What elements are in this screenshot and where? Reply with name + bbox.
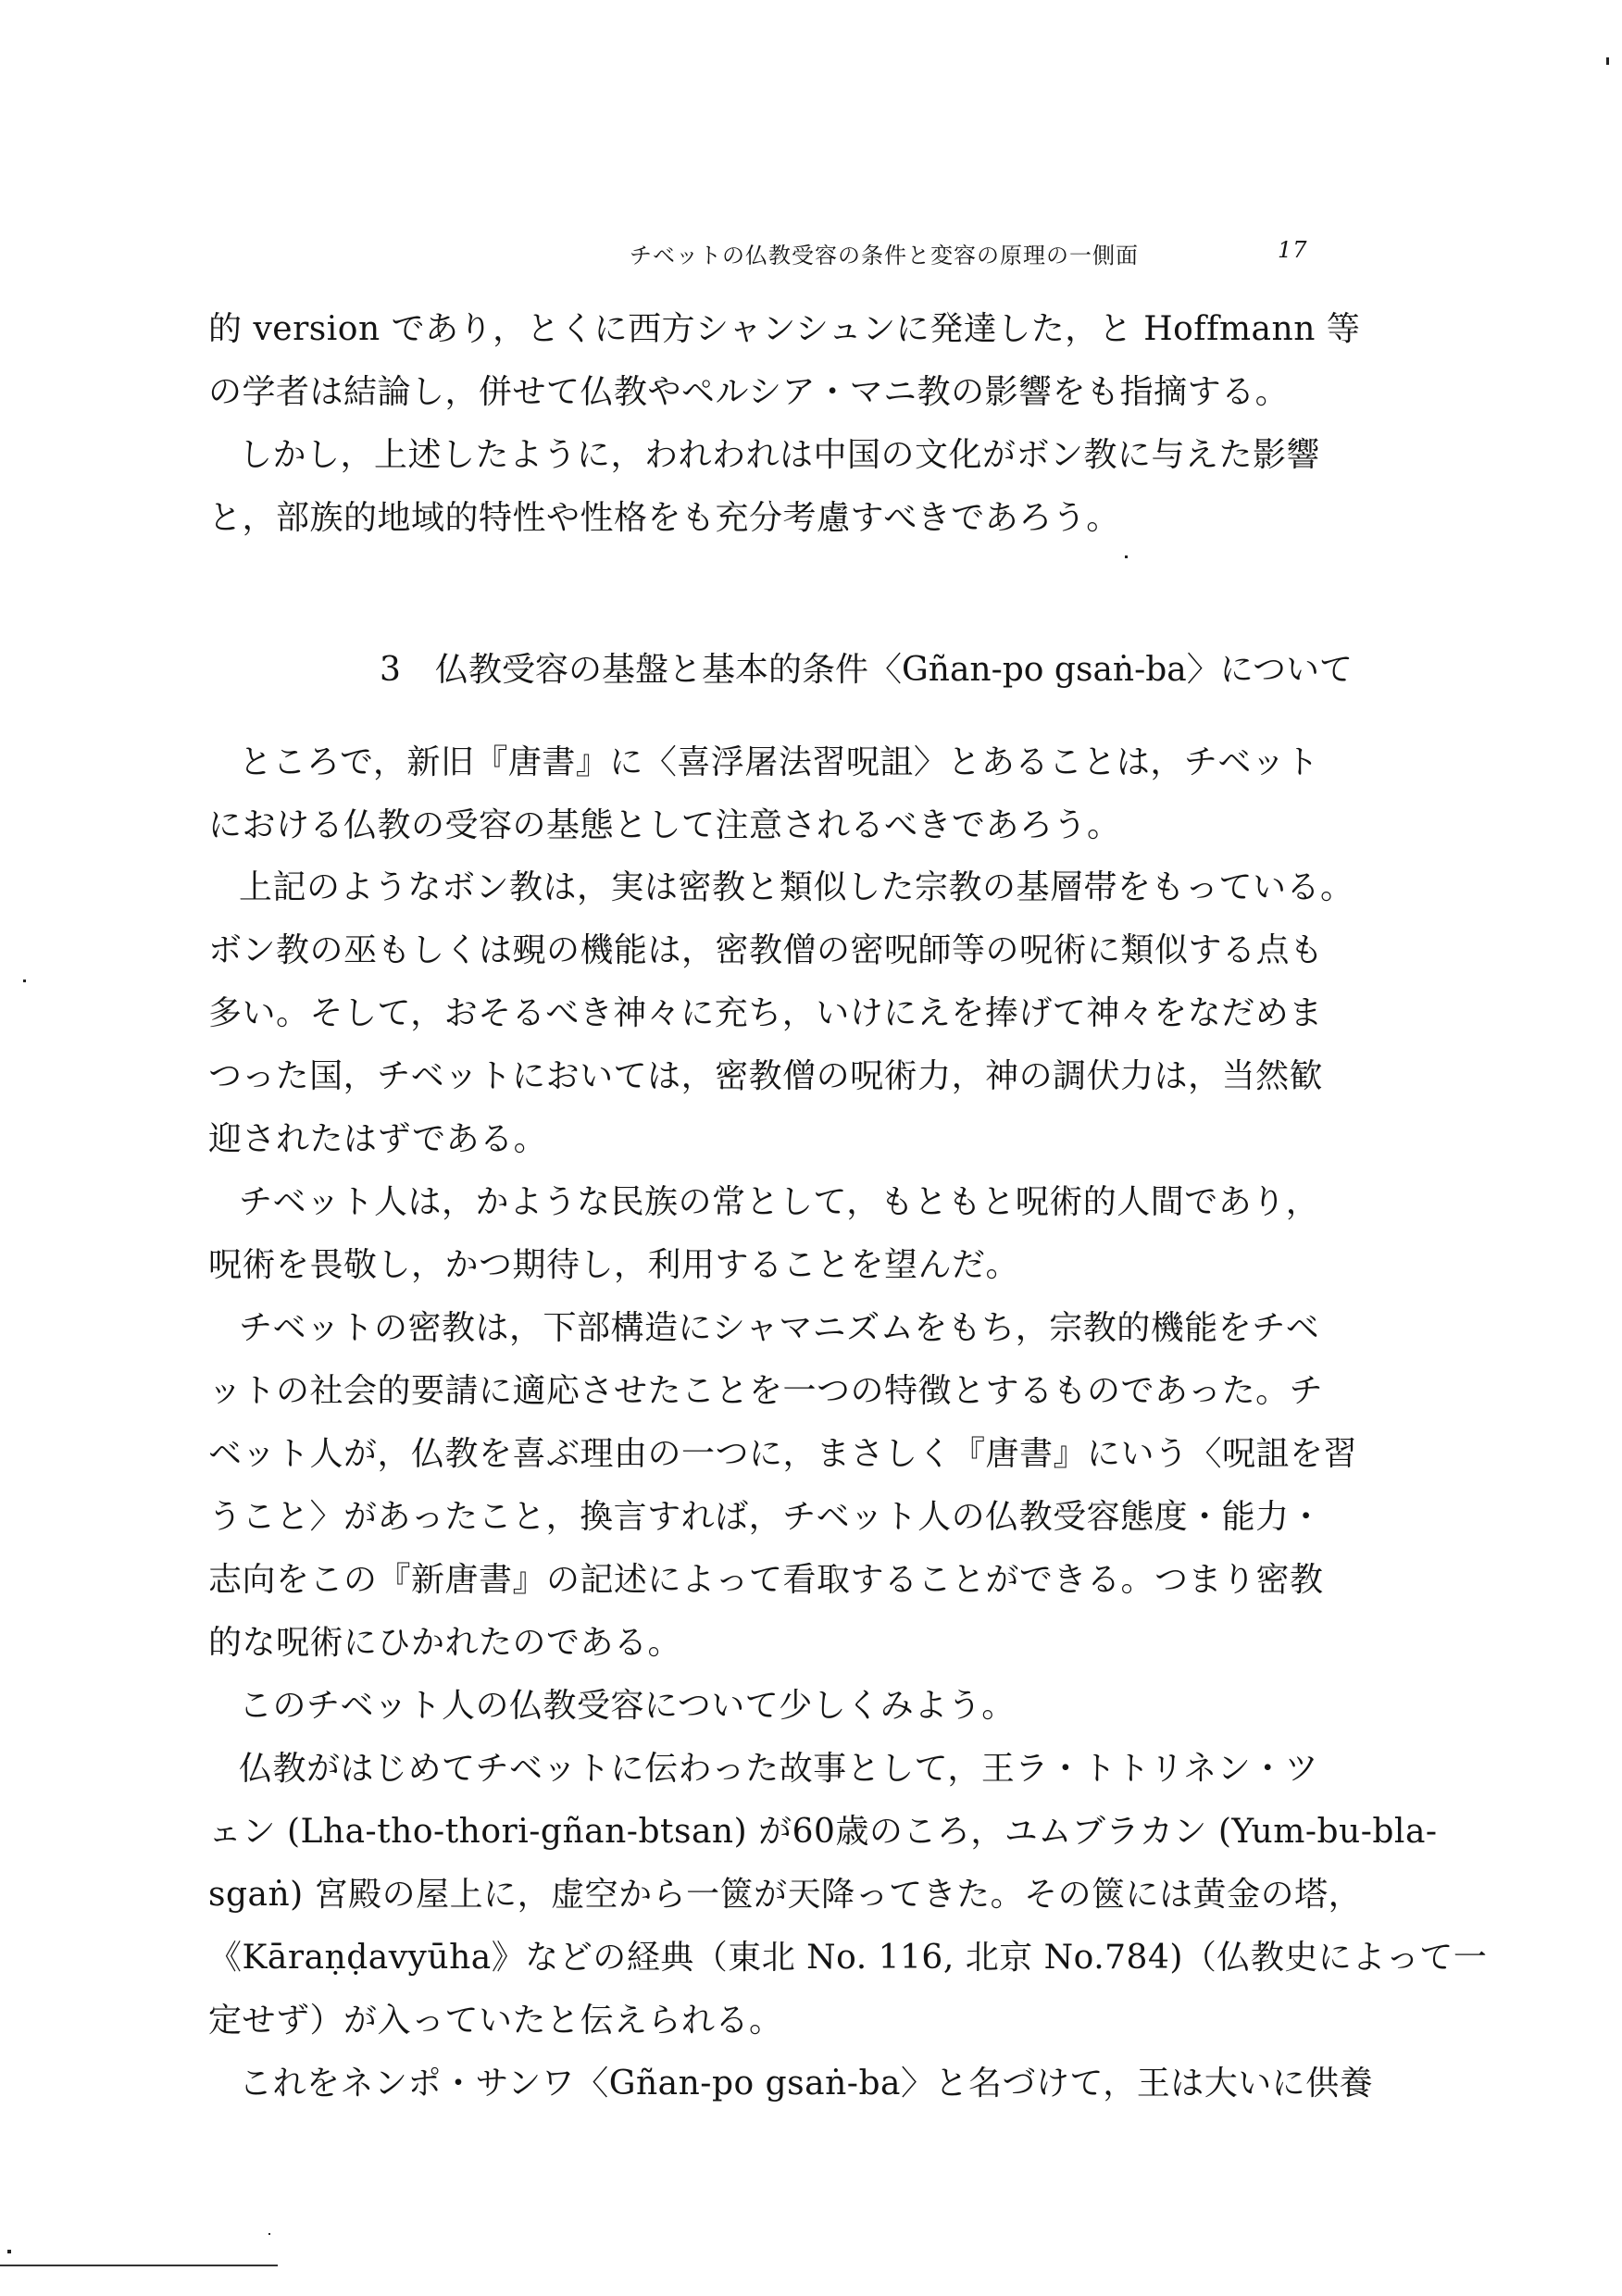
scan-speck [7,2250,11,2253]
text-line: 上記のようなボン教は，実は密教と類似した宗教の基層帯をもっている。 [239,868,1354,906]
running-head [630,237,1308,274]
text-line: sgaṅ) 宮殿の屋上に，虚空から一篋が天降ってきた。その篋には黄金の塔， [208,1876,1363,1914]
scan-speck [1606,57,1609,65]
scan-speck [268,2233,270,2235]
running-title: チベットの仏教受容の条件と変容の原理の一側面 [630,243,1139,268]
text-line: 迎されたはずである。 [208,1120,548,1158]
text-line: チベットの密教は，下部構造にシャマニズムをもち，宗教的機能をチベ [239,1309,1320,1347]
text-line: 《Kāraṇḍavyūha》などの経典（東北 No. 116, 北京 No.784)（仏教史によって一 [208,1939,1488,1977]
text-line: 仏教がはじめてチベットに伝わった故事として，王ラ・トトリネン・ツ [239,1750,1319,1788]
text-line: 的 version であり，とくに西方シャンシュンに発達した，と Hoffmann 等 [208,310,1361,348]
scan-speck [1125,555,1128,558]
text-line: と，部族的地域的特性や性格をも充分考慮すべきであろう。 [208,499,1120,537]
text-line: ットの社会的要請に適応させたことを一つの特徴とするものであった。チ [208,1372,1324,1410]
text-line: 的な呪術にひかれたのである。 [208,1624,682,1662]
text-line: 呪術を畏敬し，かつ期待し，利用することを望んだ。 [208,1246,1020,1284]
text-line: ボン教の巫もしくは覡の機能は，密教僧の密呪師等の呪術に類似する点も [208,931,1324,969]
text-line: における仏教の受容の基態として注意されるべきであろう。 [208,806,1121,844]
scan-edge-line [0,2265,278,2266]
section-heading [380,648,1353,693]
text-line: しかし，上述したように，われわれは中国の文化がボン教に与えた影響 [239,436,1321,474]
section-title: 仏教受容の基盤と基本的条件〈Gñan-po gsaṅ-ba〉について [435,651,1354,689]
text-line: ェン (Lha-tho-thori-gñan-btsan) が60歳のころ，ユムブラカン (Yum-bu-bla- [208,1813,1438,1851]
text-line: チベット人は，かような民族の常として，もともと呪術的人間であり， [239,1183,1320,1221]
page-number: 17 [1278,237,1308,263]
text-line: 志向をこの『新唐書』の記述によって看取することができる。つまり密教 [208,1561,1324,1599]
text-line: の学者は結論し，併せて仏教やペルシア・マニ教の影響をも指摘する。 [208,373,1290,411]
text-line: これをネンポ・サンワ〈Gñan-po gsaṅ-ba〉と名づけて，王は大いに供養 [239,2065,1374,2103]
section-number: 3 [380,651,401,689]
scan-speck [23,980,26,982]
text-line: ベット人が，仏教を喜ぶ理由の一つに，まさしく『唐書』にいう〈呪詛を習 [208,1435,1358,1473]
text-line: 多い。そして，おそるべき神々に充ち，いけにえを捧げて神々をなだめま [208,994,1323,1032]
text-line: ところで，新旧『唐書』に〈喜浮屠法習呪詛〉とあることは，チベット [239,743,1319,781]
text-line: このチベット人の仏教受容について少しくみよう。 [239,1687,1016,1725]
text-line: つった国，チベットにおいては，密教僧の呪術力，神の調伏力は，当然歓 [208,1057,1324,1095]
text-line: 定せず）が入っていたと伝えられる。 [208,2002,783,2040]
text-line: うこと〉があったこと，換言すれば，チベット人の仏教受容態度・能力・ [208,1498,1324,1536]
